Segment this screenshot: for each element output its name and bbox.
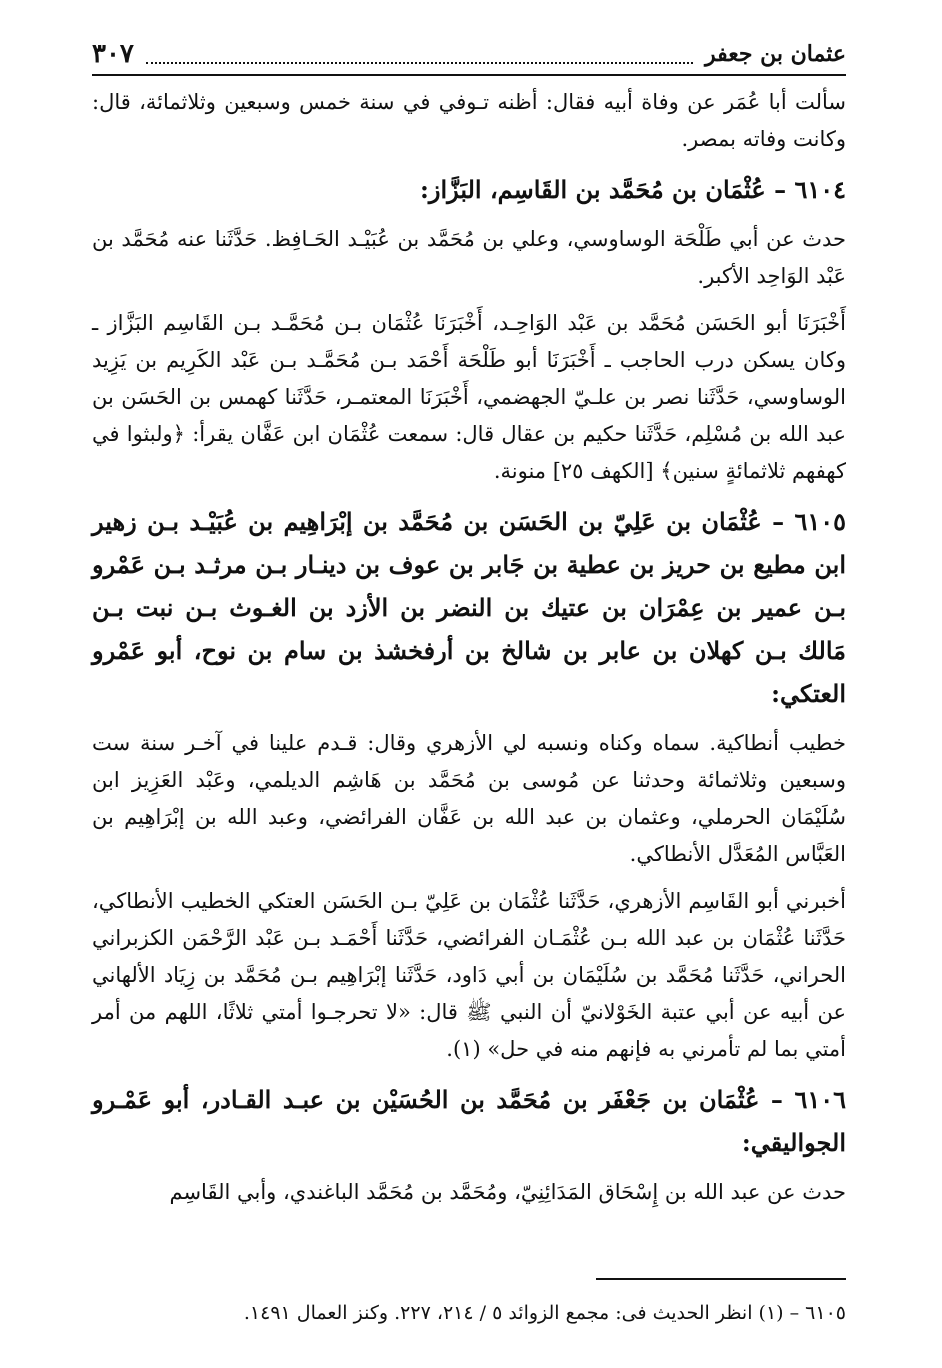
entry-title-6105: ٦١٠٥ – عُثْمَان بن عَلِيّ بن الحَسَن بن مُحَمَّد بن إبْرَاهِيم بن عُبَيْـد بـن زهير ابن مطيع بن حريز بن عطية بن جَابر بن عوف بن دينـار بـن مرثـد بـن عَمْرو بـن عمير بن عِمْرَان بن عتيك بن النضر بن الأزد بن الغـوث بـن نبت بـن مَالك بـن كهلان بن عابر بن شالخ بن أرفخشذ بن سام بن نوح، أبو عَمْرو العتكي: xyxy=(92,507,846,708)
paragraph: أخبرني أبو القَاسِم الأزهري، حَدَّثَنا عُثْمَان بن عَلِيّ بـن الحَسَن العتكي الخطيب الأنطاكي، حَدَّثَنا عُثْمَان بن عبد الله بـن عُثْمَـان الفرائضي، حَدَّثَنا أَحْمَـد بـن عَبْد الرَّحْمَن الكزبراني الحراني، حَدَّثَنا مُحَمَّد بن سُلَيْمَان بن أبي دَاود، حَدَّثَنا إبْرَاهِيم بـن مُحَمَّد بن زِيَاد الألهاني عن أبيه عن أبي عتبة الخَوْلانيّ أن النبي ﷺ قال: «لا تحرجـوا أمتي ثلاثًا، اللهم من أمر أمتي بما لم تأمرني به فإنهم منه في حل» (١). xyxy=(92,889,846,1061)
page-body xyxy=(92,84,846,1221)
paragraph: حدث عن عبد الله بن إِسْحَاق المَدَائِنِيّ، ومُحَمَّد بن مُحَمَّد الباغندي، وأبي القَاسِم xyxy=(169,1180,846,1204)
paragraph: سألت أبا عُمَر عن وفاة أبيه فقال: أظنه تـوفي في سنة خمس وسبعين وثلاثمائة، قال: وكانت وفاته بمصر. xyxy=(92,90,846,151)
paragraph: خطيب أنطاكية. سماه وكناه ونسبه لي الأزهري وقال: قـدم علينا في آخـر سنة ست وسبعين وثلاثمائة وحدثنا عن مُوسى بن مُحَمَّد بن هَاشِم الديلمي، وعَبْد العَزِيز ابن سُلَيْمَان الحرملي، وعثمان بن عبد الله بن عَفَّان الفرائضي، وعبد الله بن إبْرَاهِيم بن العَبَّاس المُعَدَّل الأنطاكي. xyxy=(92,731,846,866)
footnote: ٦١٠٥ – (١) انظر الحديث فى: مجمع الزوائد ٥ / ٢١٤، ٢٢٧. وكنز العمال ١٤٩١. xyxy=(243,1302,846,1324)
header-dot-leader xyxy=(146,44,693,64)
running-header xyxy=(92,34,846,76)
entry-title-6106: ٦١٠٦ – عُثْمَان بن جَعْفَر بن مُحَمَّد بن الحُسَيْن بن عبـد القـادر، أبو عَمْـرو الجواليقي: xyxy=(92,1085,846,1157)
entry-title-6104: ٦١٠٤ – عُثْمَان بن مُحَمَّد بن القَاسِم، البَزَّاز: xyxy=(420,175,846,204)
page-number: ٣٠٧ xyxy=(92,39,134,69)
paragraph: حدث عن أبي طَلْحَة الوساوسي، وعلي بن مُحَمَّد بن عُبَيْـد الحَـافِظ. حَدَّثَنا عنه مُحَمَّد بن عَبْد الوَاحِد الأكبر. xyxy=(92,227,846,288)
paragraph: أَخْبَرَنَا أبو الحَسَن مُحَمَّد بن عَبْد الوَاحِـد، أَخْبَرَنَا عُثْمَان بـن مُحَمَّـد بـن القَاسِم البَزَّاز ـ وكان يسكن درب الحاجب ـ أَخْبَرَنَا أبو طَلْحَة أَحْمَد بـن مُحَمَّـد بـن عَبْد الكَرِيم بن يَزِيد الوساوسي، حَدَّثَنا نصر بن علـيّ الجهضمي، أَخْبَرَنَا المعتمـر، حَدَّثَنا كهمس بن الحَسَن بن عبد الله بن مُسْلِم، حَدَّثَنا حكيم بن عقال قال: سمعت عُثْمَان ابن عَفَّان يقرأ: ﴿ولبثوا في كهفهم ثلاثمائةٍ سنين﴾ [الكهف ٢٥] منونة. xyxy=(92,311,846,483)
running-title: عثمان بن جعفر xyxy=(704,41,846,67)
footnote-separator xyxy=(596,1278,846,1280)
